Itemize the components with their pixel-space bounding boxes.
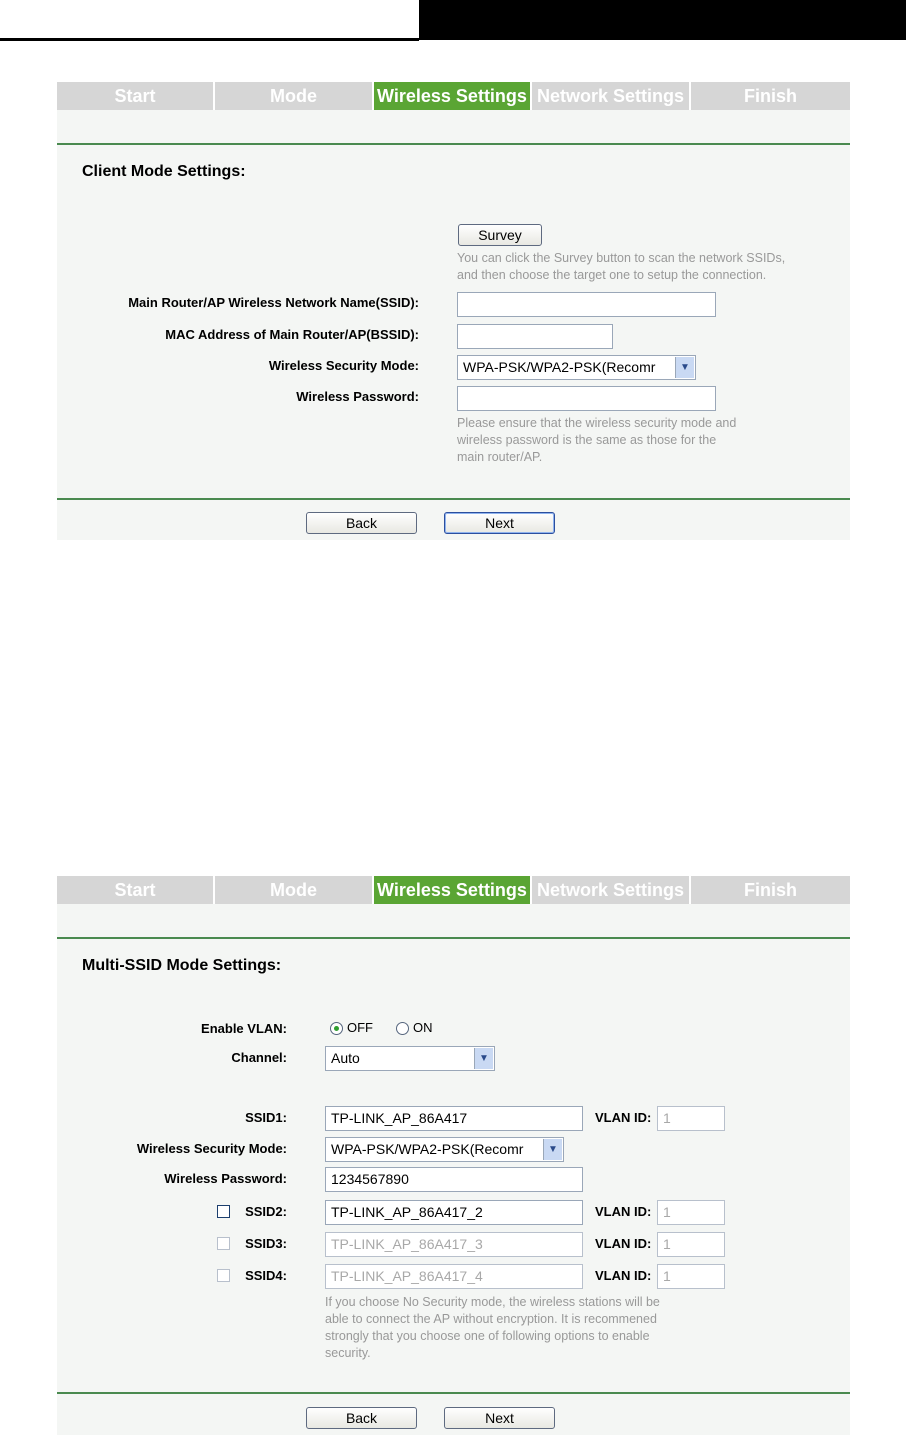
chevron-down-icon[interactable]: ▼ (474, 1048, 493, 1069)
password-label: Wireless Password: (164, 1171, 287, 1186)
ssid4-label: SSID4: (245, 1268, 287, 1283)
security-mode-value: WPA-PSK/WPA2-PSK(Recomr (463, 359, 656, 375)
step-wireless-settings: Wireless Settings (374, 82, 532, 110)
channel-label: Channel: (231, 1050, 287, 1065)
step-finish: Finish (691, 876, 850, 904)
back-button[interactable]: Back (306, 1407, 417, 1429)
vlan-off-radio[interactable] (330, 1022, 343, 1035)
section-title: Client Mode Settings: (82, 163, 246, 180)
vlan-id-2-input[interactable]: 1 (657, 1200, 725, 1225)
ssid3-input[interactable]: TP-LINK_AP_86A417_3 (325, 1232, 583, 1257)
step-wireless-settings: Wireless Settings (374, 876, 532, 904)
ssid-input[interactable] (457, 292, 716, 317)
step-mode: Mode (215, 82, 374, 110)
vlan-id-label: VLAN ID: (595, 1110, 652, 1125)
multi-ssid-panel (57, 876, 850, 1435)
vlan-id-label: VLAN ID: (595, 1268, 652, 1283)
divider (57, 937, 850, 939)
security-mode-select[interactable] (457, 355, 696, 380)
header-rule (0, 38, 419, 41)
vlan-id-4-input[interactable]: 1 (657, 1264, 725, 1289)
vlan-id-label: VLAN ID: (595, 1236, 652, 1251)
vlan-on-label: ON (413, 1020, 433, 1035)
security-mode-label: Wireless Security Mode: (268, 358, 419, 373)
ssid-label: Main Router/AP Wireless Network Name(SSID): (128, 295, 419, 310)
divider (57, 143, 850, 145)
vlan-off-label: OFF (347, 1020, 373, 1035)
client-mode-panel (57, 82, 850, 540)
security-mode-select[interactable] (325, 1137, 564, 1162)
next-button[interactable]: Next (444, 512, 555, 534)
ssid2-label: SSID2: (245, 1204, 287, 1219)
chevron-down-icon[interactable]: ▼ (543, 1139, 562, 1160)
step-mode: Mode (215, 876, 374, 904)
step-network-settings: Network Settings (532, 82, 691, 110)
bssid-input[interactable] (457, 324, 613, 349)
vlan-id-label: VLAN ID: (595, 1204, 652, 1219)
divider (57, 1392, 850, 1394)
ssid3-label: SSID3: (245, 1236, 287, 1251)
vlan-on-radio[interactable] (396, 1022, 409, 1035)
step-network-settings: Network Settings (532, 876, 691, 904)
survey-note: You can click the Survey button to scan the network SSIDs, and then choose the target one to setup the connection. (457, 251, 786, 282)
ssid3-checkbox[interactable] (217, 1237, 230, 1250)
ssid2-input[interactable]: TP-LINK_AP_86A417_2 (325, 1200, 583, 1225)
ssid4-input[interactable]: TP-LINK_AP_86A417_4 (325, 1264, 583, 1289)
password-input[interactable]: 1234567890 (325, 1167, 583, 1192)
security-mode-label: Wireless Security Mode: (136, 1141, 287, 1156)
ssid1-label: SSID1: (245, 1110, 287, 1125)
wizard-steps (57, 876, 850, 904)
bssid-label: MAC Address of Main Router/AP(BSSID): (165, 327, 419, 342)
next-button[interactable]: Next (444, 1407, 555, 1429)
step-finish: Finish (691, 82, 850, 110)
chevron-down-icon[interactable]: ▼ (675, 357, 694, 378)
vlan-id-3-input[interactable]: 1 (657, 1232, 725, 1257)
ssid1-input[interactable]: TP-LINK_AP_86A417 (325, 1106, 583, 1131)
password-note: Please ensure that the wireless security mode and wireless password is the same as those for the main router/AP. (457, 416, 737, 464)
channel-value: Auto (331, 1050, 360, 1066)
security-note: If you choose No Security mode, the wireless stations will be able to connect the AP without encryption. It is recommened strongly that you choose one of following options to enable security. (325, 1295, 660, 1360)
step-start: Start (57, 82, 215, 110)
survey-button[interactable]: Survey (458, 224, 542, 246)
channel-select[interactable] (325, 1046, 495, 1071)
password-input[interactable] (457, 386, 716, 411)
section-title: Multi-SSID Mode Settings: (82, 957, 282, 974)
wizard-steps (57, 82, 850, 110)
back-button[interactable]: Back (306, 512, 417, 534)
security-mode-value: WPA-PSK/WPA2-PSK(Recomr (331, 1141, 524, 1157)
enable-vlan-label: Enable VLAN: (201, 1021, 287, 1036)
step-start: Start (57, 876, 215, 904)
ssid4-checkbox[interactable] (217, 1269, 230, 1282)
ssid2-checkbox[interactable] (217, 1205, 230, 1218)
password-label: Wireless Password: (296, 389, 419, 404)
divider (57, 498, 850, 500)
vlan-id-1-input[interactable]: 1 (657, 1106, 725, 1131)
header-bar (419, 0, 906, 40)
